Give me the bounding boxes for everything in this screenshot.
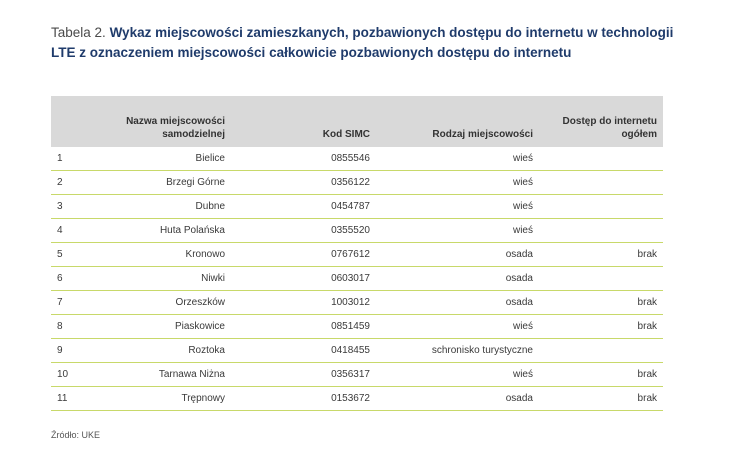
table-row bbox=[51, 363, 663, 387]
cell-lp: 6 bbox=[51, 267, 101, 291]
cell-access bbox=[539, 171, 663, 195]
caption-title: Wykaz miejscowości zamieszkanych, pozbawionych dostępu do internetu w technologii LTE z oznaczeniem miejscowości całkowicie pozbawionych dostępu do internetu bbox=[51, 25, 674, 60]
cell-access bbox=[539, 195, 663, 219]
cell-lp: 1 bbox=[51, 147, 101, 171]
cell-name: Trępnowy bbox=[101, 387, 231, 411]
cell-lp: 11 bbox=[51, 387, 101, 411]
cell-access: brak bbox=[539, 291, 663, 315]
table-row bbox=[51, 267, 663, 291]
cell-access bbox=[539, 267, 663, 291]
cell-name: Niwki bbox=[101, 267, 231, 291]
cell-type: wieś bbox=[376, 171, 539, 195]
cell-access bbox=[539, 147, 663, 171]
cell-name: Kronowo bbox=[101, 243, 231, 267]
table-caption bbox=[51, 23, 691, 63]
table-row bbox=[51, 315, 663, 339]
table-row bbox=[51, 387, 663, 411]
cell-type: schronisko turystyczne bbox=[376, 339, 539, 363]
cell-access: brak bbox=[539, 315, 663, 339]
table-body bbox=[51, 147, 663, 411]
cell-name: Orzeszków bbox=[101, 291, 231, 315]
cell-simc: 0851459 bbox=[231, 315, 376, 339]
table-row bbox=[51, 243, 663, 267]
cell-simc: 0855546 bbox=[231, 147, 376, 171]
cell-type: osada bbox=[376, 267, 539, 291]
cell-access: brak bbox=[539, 387, 663, 411]
cell-access bbox=[539, 219, 663, 243]
table-row bbox=[51, 171, 663, 195]
cell-lp: 9 bbox=[51, 339, 101, 363]
cell-name: Brzegi Górne bbox=[101, 171, 231, 195]
header-name: Nazwa miejscowości samodzielnej bbox=[101, 96, 231, 147]
cell-lp: 3 bbox=[51, 195, 101, 219]
cell-name: Roztoka bbox=[101, 339, 231, 363]
cell-type: wieś bbox=[376, 219, 539, 243]
header-simc: Kod SIMC bbox=[231, 96, 376, 147]
cell-name: Tarnawa Niżna bbox=[101, 363, 231, 387]
cell-simc: 0454787 bbox=[231, 195, 376, 219]
cell-lp: 2 bbox=[51, 171, 101, 195]
caption-prefix: Tabela 2. bbox=[51, 25, 106, 40]
table-row bbox=[51, 147, 663, 171]
cell-type: osada bbox=[376, 291, 539, 315]
cell-access: brak bbox=[539, 363, 663, 387]
cell-name: Bielice bbox=[101, 147, 231, 171]
cell-simc: 0603017 bbox=[231, 267, 376, 291]
table-row bbox=[51, 291, 663, 315]
table-header-row bbox=[51, 96, 663, 147]
cell-simc: 0356317 bbox=[231, 363, 376, 387]
cell-type: osada bbox=[376, 387, 539, 411]
cell-simc: 0356122 bbox=[231, 171, 376, 195]
cell-lp: 7 bbox=[51, 291, 101, 315]
cell-type: wieś bbox=[376, 363, 539, 387]
table-row bbox=[51, 195, 663, 219]
cell-lp: 8 bbox=[51, 315, 101, 339]
cell-name: Dubne bbox=[101, 195, 231, 219]
cell-type: wieś bbox=[376, 315, 539, 339]
cell-simc: 0767612 bbox=[231, 243, 376, 267]
cell-simc: 0153672 bbox=[231, 387, 376, 411]
header-type: Rodzaj miejscowości bbox=[376, 96, 539, 147]
cell-lp: 5 bbox=[51, 243, 101, 267]
header-access: Dostęp do internetu ogółem bbox=[539, 96, 663, 147]
table-row bbox=[51, 219, 663, 243]
cell-type: osada bbox=[376, 243, 539, 267]
table-row bbox=[51, 339, 663, 363]
cell-simc: 1003012 bbox=[231, 291, 376, 315]
cell-lp: 10 bbox=[51, 363, 101, 387]
cell-access bbox=[539, 339, 663, 363]
cell-type: wieś bbox=[376, 195, 539, 219]
source-note: Źródło: UKE bbox=[51, 430, 101, 440]
cell-name: Piaskowice bbox=[101, 315, 231, 339]
cell-simc: 0355520 bbox=[231, 219, 376, 243]
header-lp bbox=[51, 96, 101, 147]
cell-type: wieś bbox=[376, 147, 539, 171]
cell-access: brak bbox=[539, 243, 663, 267]
localities-table bbox=[51, 96, 663, 411]
cell-simc: 0418455 bbox=[231, 339, 376, 363]
cell-name: Huta Polańska bbox=[101, 219, 231, 243]
cell-lp: 4 bbox=[51, 219, 101, 243]
